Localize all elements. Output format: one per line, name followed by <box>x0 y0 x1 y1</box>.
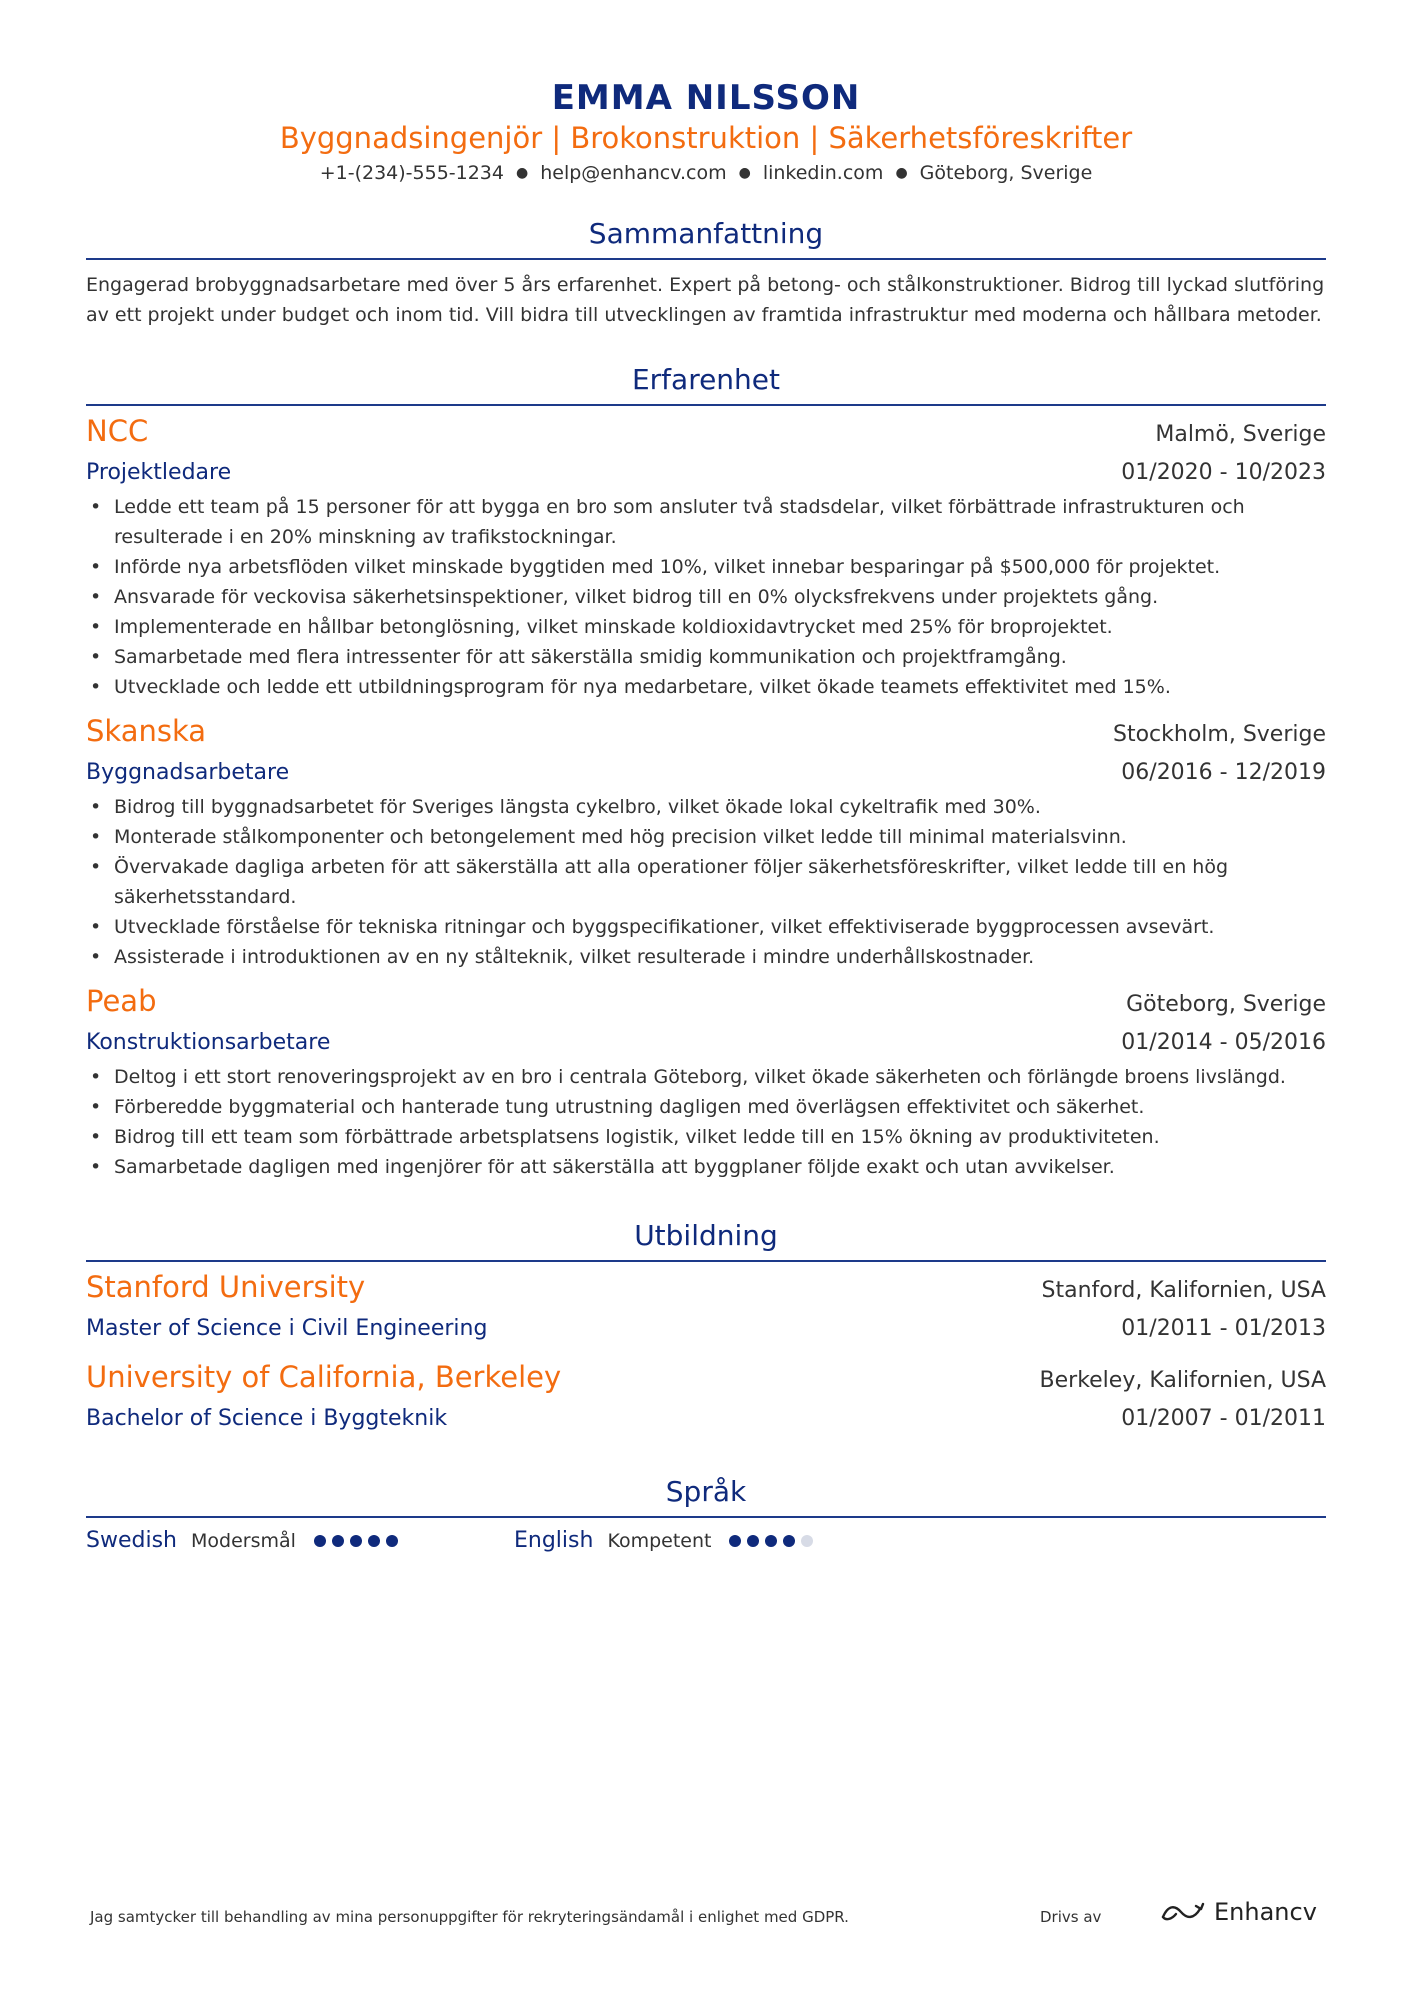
rating-dot-filled <box>783 1535 795 1547</box>
resume-page <box>86 0 1326 1553</box>
school-name: University of California, Berkeley <box>86 1360 562 1394</box>
enhancv-logo[interactable] <box>1160 1898 1317 1926</box>
contact-email[interactable]: help@enhancv.com <box>540 162 727 184</box>
contact-linkedin[interactable]: linkedin.com <box>762 162 884 184</box>
candidate-subtitle: Byggnadsingenjör | Brokonstruktion | Säkerhetsföreskrifter <box>279 121 1133 155</box>
bullet-item: • Ansvarade för veckovisa säkerhetsinspektioner, vilket bidrog till en 0% olycksfrekvens under projektets gång. <box>114 582 1326 612</box>
company-name: NCC <box>86 414 149 448</box>
job-title: Konstruktionsarbetare <box>86 1030 331 1055</box>
section-title: Utbildning <box>86 1218 1326 1262</box>
education-entry <box>86 1268 1326 1348</box>
bullet-item: • Utvecklade och ledde ett utbildningsprogram för nya medarbetare, vilket ökade teamets effektivitet med 15%. <box>114 672 1326 702</box>
rating-dot-filled <box>765 1535 777 1547</box>
bullet-item: • Samarbetade dagligen med ingenjörer för att säkerställa att byggplaner följde exakt och utan avvikelser. <box>114 1152 1326 1182</box>
separator-dot-icon: ● <box>516 165 529 181</box>
job-title: Projektledare <box>86 460 232 485</box>
rating-dot-empty <box>801 1535 813 1547</box>
bullet-item: • Övervakade dagliga arbeten för att säkerställa att alla operationer följer säkerhetsföreskrifter, vilket ledde till en hög säkerhetsstandard. <box>114 852 1326 912</box>
rating-dot-filled <box>314 1535 326 1547</box>
resume-header <box>86 78 1326 188</box>
language-level: Modersmål <box>190 1529 296 1552</box>
school-location: Stanford, Kalifornien, USA <box>1041 1278 1326 1303</box>
school-location: Berkeley, Kalifornien, USA <box>1039 1368 1326 1393</box>
rating-dot-filled <box>386 1535 398 1547</box>
experience-entry <box>86 712 1326 972</box>
proficiency-dots <box>314 1535 404 1547</box>
bullet-item: • Bidrog till ett team som förbättrade arbetsplatsens logistik, vilket ledde till en 15% ökning av produktiviteten. <box>114 1122 1326 1152</box>
summary-section <box>86 216 1326 330</box>
proficiency-dots <box>729 1535 819 1547</box>
job-location: Göteborg, Sverige <box>1126 992 1326 1017</box>
powered-by-label: Drivs av <box>1040 1908 1102 1926</box>
rating-dot-filled <box>729 1535 741 1547</box>
rating-dot-filled <box>747 1535 759 1547</box>
bullet-item: • Bidrog till byggnadsarbetet för Sveriges längsta cykelbro, vilket ökade lokal cykeltrafik med 30%. <box>114 792 1326 822</box>
language-name: English <box>514 1528 594 1553</box>
job-dates: 01/2014 - 05/2016 <box>1121 1030 1326 1055</box>
rating-dot-filled <box>332 1535 344 1547</box>
section-title: Erfarenhet <box>86 362 1326 406</box>
experience-entry <box>86 412 1326 702</box>
summary-text: Engagerad brobyggnadsarbetare med över 5 års erfarenhet. Expert på betong- och stålkonstruktioner. Bidrog till lyckad slutföring av ett projekt under budget och inom tid. Vill bidra till utvecklingen av framtida infrastruktur med moderna och hållbara metoder. <box>86 274 1325 326</box>
job-location: Malmö, Sverige <box>1155 422 1326 447</box>
job-location: Stockholm, Sverige <box>1113 722 1326 747</box>
company-name: Peab <box>86 984 157 1018</box>
rating-dot-filled <box>368 1535 380 1547</box>
education-entry <box>86 1358 1326 1438</box>
bullet-item: • Deltog i ett stort renoveringsprojekt av en bro i centrala Göteborg, vilket ökade säkerheten och förlängde broens livslängd. <box>114 1062 1326 1092</box>
language-level: Kompetent <box>607 1529 712 1552</box>
company-name: Skanska <box>86 714 207 748</box>
language-item <box>86 1528 514 1553</box>
bullet-item: • Förberedde byggmaterial och hanterade tung utrustning dagligen med överlägsen effektivitet och säkerhet. <box>114 1092 1326 1122</box>
bullet-item: • Samarbetade med flera intressenter för att säkerställa smidig kommunikation och projektframgång. <box>114 642 1326 672</box>
bullet-item: • Införde nya arbetsflöden vilket minskade byggtiden med 10%, vilket innebar besparingar på $500,000 för projektet. <box>114 552 1326 582</box>
school-name: Stanford University <box>86 1270 366 1304</box>
degree: Bachelor of Science i Byggteknik <box>86 1406 448 1431</box>
section-title: Sammanfattning <box>86 216 1326 260</box>
contact-phone: +1-(234)-555-1234 <box>319 162 504 184</box>
experience-section <box>86 362 1326 1182</box>
bullet-list <box>86 1062 1326 1182</box>
separator-dot-icon: ● <box>738 165 751 181</box>
languages-section <box>86 1474 1326 1553</box>
job-dates: 01/2020 - 10/2023 <box>1121 460 1326 485</box>
language-name: Swedish <box>86 1528 177 1553</box>
enhancv-logo-icon <box>1160 1901 1206 1923</box>
education-dates: 01/2011 - 01/2013 <box>1121 1316 1326 1341</box>
gdpr-consent-text: Jag samtycker till behandling av mina personuppgifter för rekryteringsändamål i enlighet med GDPR. <box>90 1908 849 1926</box>
language-list <box>86 1528 1326 1553</box>
separator-dot-icon: ● <box>895 165 908 181</box>
contact-location: Göteborg, Sverige <box>919 162 1093 184</box>
section-title: Språk <box>86 1474 1326 1518</box>
experience-entry <box>86 982 1326 1182</box>
bullet-item: • Utvecklade förståelse för tekniska ritningar och byggspecifikationer, vilket effektiviserade byggprocessen avsevärt. <box>114 912 1326 942</box>
bullet-item: • Implementerade en hållbar betonglösning, vilket minskade koldioxidavtrycket med 25% för broprojektet. <box>114 612 1326 642</box>
education-section <box>86 1218 1326 1438</box>
bullet-item: • Monterade stålkomponenter och betongelement med hög precision vilket ledde till minimal materialsvinn. <box>114 822 1326 852</box>
bullet-list <box>86 792 1326 972</box>
rating-dot-filled <box>350 1535 362 1547</box>
brand-name: Enhancv <box>1214 1898 1317 1926</box>
contact-line <box>86 160 1326 188</box>
education-dates: 01/2007 - 01/2011 <box>1121 1406 1326 1431</box>
degree: Master of Science i Civil Engineering <box>86 1316 488 1341</box>
candidate-name: EMMA NILSSON <box>551 78 861 118</box>
language-item <box>514 1528 942 1553</box>
job-title: Byggnadsarbetare <box>86 760 290 785</box>
bullet-item: • Ledde ett team på 15 personer för att bygga en bro som ansluter två stadsdelar, vilket förbättrade infrastrukturen och resulterade i en 20% minskning av trafikstockningar. <box>114 492 1326 552</box>
bullet-item: • Assisterade i introduktionen av en ny stålteknik, vilket resulterade i mindre underhållskostnader. <box>114 942 1326 972</box>
job-dates: 06/2016 - 12/2019 <box>1121 760 1326 785</box>
bullet-list <box>86 492 1326 702</box>
